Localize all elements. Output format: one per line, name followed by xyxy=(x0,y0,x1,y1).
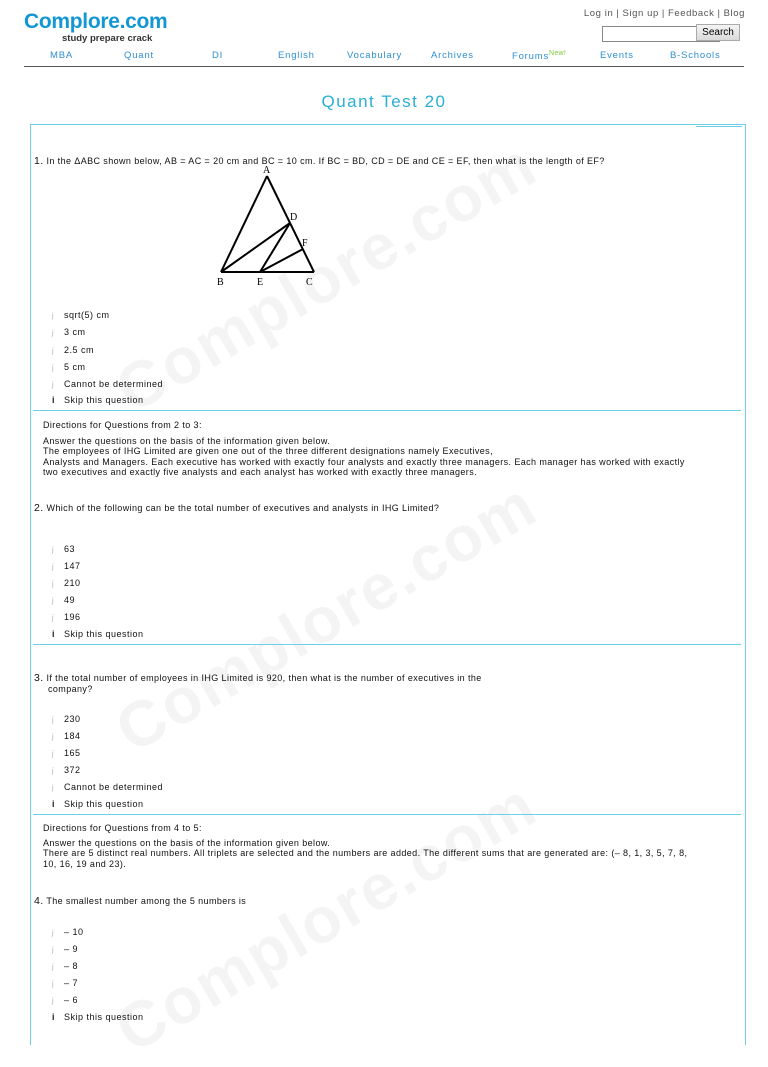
radio-selected-icon[interactable]: i xyxy=(52,1012,56,1022)
nav-forums-label: Forums xyxy=(512,51,549,63)
search-button[interactable]: Search xyxy=(696,24,740,41)
question-text-cont: company? xyxy=(48,684,93,694)
directions-line: 10, 16, 19 and 23). xyxy=(43,858,127,869)
radio-icon[interactable]: jֺ xyxy=(52,330,55,337)
main-nav xyxy=(24,50,744,67)
nav-english[interactable]: English xyxy=(278,50,315,61)
answer-option[interactable] xyxy=(52,310,110,320)
option-label: – 10 xyxy=(64,927,84,937)
radio-icon[interactable]: jֺ xyxy=(52,365,55,372)
radio-icon[interactable]: jֺ xyxy=(52,564,55,571)
option-label: 147 xyxy=(64,561,81,571)
answer-option[interactable] xyxy=(52,612,81,622)
option-label: 5 cm xyxy=(64,362,86,372)
option-label: Cannot be determined xyxy=(64,782,164,792)
option-label: Skip this question xyxy=(64,799,144,809)
radio-icon[interactable]: jֺ xyxy=(52,768,55,775)
answer-option[interactable] xyxy=(52,362,86,372)
answer-option[interactable] xyxy=(52,714,81,724)
option-label: 230 xyxy=(64,714,81,724)
option-label: – 8 xyxy=(64,961,79,971)
page-title: Quant Test 20 xyxy=(321,92,447,111)
radio-icon[interactable]: jֺ xyxy=(52,348,55,355)
answer-option[interactable] xyxy=(52,731,81,741)
answer-option[interactable] xyxy=(52,748,81,758)
radio-icon[interactable]: jֺ xyxy=(52,717,55,724)
radio-selected-icon[interactable]: i xyxy=(52,395,56,405)
nav-vocabulary[interactable]: Vocabulary xyxy=(347,50,403,61)
divider xyxy=(33,814,741,815)
directions-heading: Directions for Questions from 4 to 5: xyxy=(43,823,202,833)
directions-block xyxy=(43,420,738,478)
divider xyxy=(33,644,741,645)
option-label: 49 xyxy=(64,595,76,605)
box-accent-line xyxy=(696,126,742,127)
directions-block xyxy=(43,823,738,869)
answer-option[interactable] xyxy=(52,765,81,775)
option-label: Cannot be determined xyxy=(64,379,164,389)
logo-domain: .com xyxy=(119,10,168,33)
option-label: 372 xyxy=(64,765,81,775)
question-number: 2. xyxy=(34,502,44,514)
option-label: 196 xyxy=(64,612,81,622)
question-text: The smallest number among the 5 numbers is xyxy=(46,896,247,906)
skip-option[interactable] xyxy=(52,395,144,405)
answer-option[interactable] xyxy=(52,782,163,792)
option-label: 2.5 cm xyxy=(64,345,95,355)
directions-line: Answer the questions on the basis of the information given below. xyxy=(43,837,331,848)
question-number: 4. xyxy=(34,895,44,907)
triangle-figure xyxy=(210,162,330,290)
skip-option[interactable] xyxy=(52,629,144,639)
question-text: Which of the following can be the total number of executives and analysts in IHG Limited? xyxy=(46,503,440,513)
radio-icon[interactable]: jֺ xyxy=(52,615,55,622)
logo-name: Complore xyxy=(24,10,120,33)
question-2 xyxy=(34,503,439,514)
nav-events[interactable]: Events xyxy=(600,50,634,61)
radio-icon[interactable]: jֺ xyxy=(52,734,55,741)
answer-option[interactable] xyxy=(52,327,86,337)
option-label: sqrt(5) cm xyxy=(64,310,110,320)
directions-line: Analysts and Managers. Each executive has worked with exactly four analysts and exactly three managers. Each manager has worked with exactly xyxy=(43,456,685,467)
vertex-label-f: F xyxy=(302,238,308,249)
top-links: Log in | Sign up | Feedback | Blog xyxy=(583,8,745,19)
radio-icon[interactable]: jֺ xyxy=(52,547,55,554)
blog-link[interactable]: Blog xyxy=(723,8,745,19)
answer-option[interactable] xyxy=(52,379,163,389)
question-number: 3. xyxy=(34,672,44,684)
answer-option[interactable] xyxy=(52,578,81,588)
directions-heading: Directions for Questions from 2 to 3: xyxy=(43,420,202,430)
question-text: If the total number of employees in IHG Limited is 920, then what is the number of executives in the xyxy=(46,673,482,683)
radio-icon[interactable]: jֺ xyxy=(52,981,55,988)
question-text: In the ΔABC shown below, AB = AC = 20 cm and BC = 10 cm. If BC = BD, CD = DE and CE = EF, then what is the length of EF? xyxy=(46,156,605,166)
answer-option[interactable] xyxy=(52,978,78,988)
logo-tagline: study prepare crack xyxy=(62,33,153,44)
vertex-label-a: A xyxy=(263,165,271,176)
vertex-label-e: E xyxy=(257,277,264,288)
skip-option[interactable] xyxy=(52,1012,144,1022)
radio-icon[interactable]: jֺ xyxy=(52,598,55,605)
site-logo[interactable] xyxy=(24,10,168,44)
answer-option[interactable] xyxy=(52,544,75,554)
option-label: Skip this question xyxy=(64,395,144,405)
answer-option[interactable] xyxy=(52,595,75,605)
vertex-label-d: D xyxy=(290,212,298,223)
question-3 xyxy=(34,673,482,695)
radio-icon[interactable]: jֺ xyxy=(52,581,55,588)
vertex-label-c: C xyxy=(306,277,313,288)
nav-mba[interactable]: MBA xyxy=(50,50,73,61)
option-label: – 9 xyxy=(64,944,79,954)
answer-option[interactable] xyxy=(52,345,94,355)
answer-option[interactable] xyxy=(52,961,78,971)
radio-icon[interactable]: jֺ xyxy=(52,998,55,1005)
divider xyxy=(33,410,741,411)
skip-option[interactable] xyxy=(52,799,144,809)
radio-icon[interactable]: jֺ xyxy=(52,751,55,758)
answer-option[interactable] xyxy=(52,995,78,1005)
directions-line: two executives and exactly five analysts and each analyst has worked with exactly three managers. xyxy=(43,467,478,477)
option-label: – 6 xyxy=(64,995,79,1005)
option-label: Skip this question xyxy=(64,629,144,639)
directions-line: There are 5 distinct real numbers. All triplets are selected and the numbers are added. The different sums that are generated are: (– 8, 1, 3, 5, 7, 8, xyxy=(43,848,688,858)
option-label: – 7 xyxy=(64,978,79,988)
option-label: 210 xyxy=(64,578,81,588)
radio-icon[interactable]: jֺ xyxy=(52,930,55,937)
directions-line: Answer the questions on the basis of the information given below. xyxy=(43,435,331,446)
nav-di[interactable]: DI xyxy=(212,50,224,61)
radio-icon[interactable]: jֺ xyxy=(52,964,55,971)
nav-quant[interactable]: Quant xyxy=(124,50,154,61)
login-link[interactable]: Log in xyxy=(583,8,614,19)
feedback-link[interactable]: Feedback xyxy=(667,8,715,19)
question-4 xyxy=(34,896,246,907)
option-label: 165 xyxy=(64,748,81,758)
new-badge: New! xyxy=(549,50,567,57)
radio-icon[interactable]: jֺ xyxy=(52,785,55,792)
nav-archives[interactable]: Archives xyxy=(431,50,474,61)
option-label: 63 xyxy=(64,544,76,554)
option-label: 184 xyxy=(64,731,81,741)
answer-option[interactable] xyxy=(52,944,78,954)
radio-selected-icon[interactable]: i xyxy=(52,629,56,639)
option-label: Skip this question xyxy=(64,1012,144,1022)
vertex-label-b: B xyxy=(217,277,224,288)
signup-link[interactable]: Sign up xyxy=(622,8,659,19)
nav-forums[interactable] xyxy=(512,50,566,62)
directions-line: The employees of IHG Limited are given one out of the three different designations namely Executives, xyxy=(43,446,493,456)
radio-icon[interactable]: jֺ xyxy=(52,313,55,320)
radio-icon[interactable]: jֺ xyxy=(52,947,55,954)
radio-selected-icon[interactable]: i xyxy=(52,799,56,809)
option-label: 3 cm xyxy=(64,327,86,337)
answer-option[interactable] xyxy=(52,927,84,937)
radio-icon[interactable]: jֺ xyxy=(52,382,55,389)
answer-option[interactable] xyxy=(52,561,81,571)
question-number: 1. xyxy=(34,155,44,167)
nav-bschools[interactable]: B-Schools xyxy=(670,50,721,61)
